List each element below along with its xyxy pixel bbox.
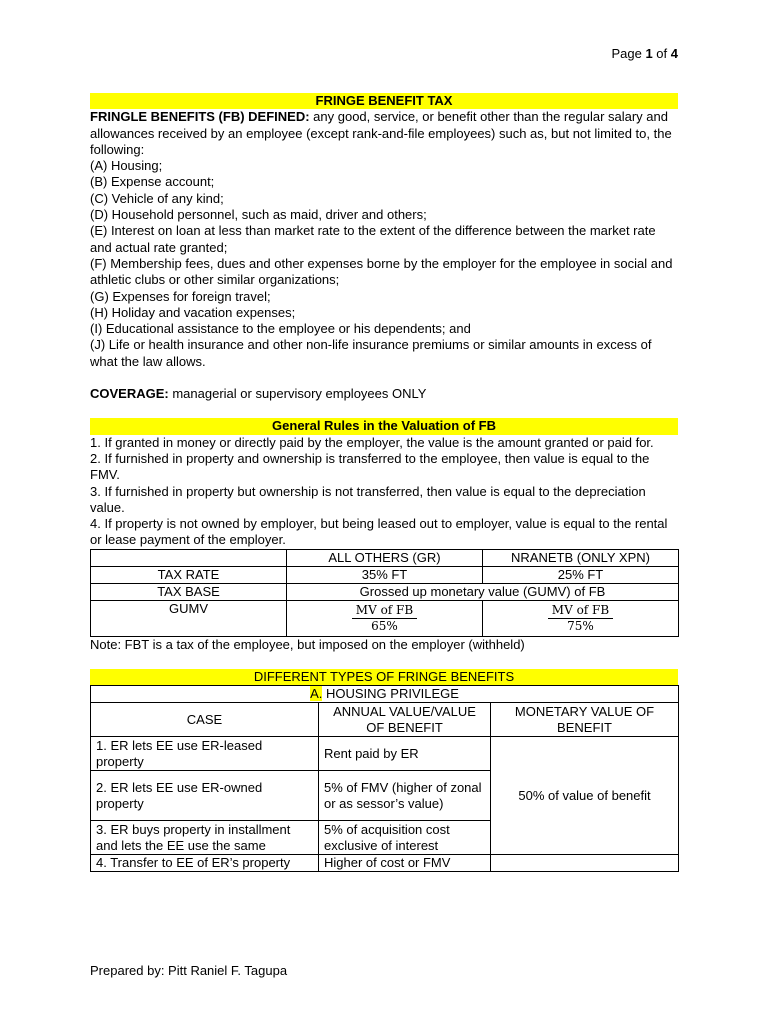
tax-base-value: Grossed up monetary value (GUMV) of FB: [287, 583, 679, 600]
list-item: (C) Vehicle of any kind;: [90, 190, 224, 206]
rate-col-xpn: NRANETB (ONLY XPN): [483, 549, 679, 566]
table-row-annual: 5% of acquisition cost exclusive of interest: [319, 821, 491, 855]
list-item: (H) Holiday and vacation expenses;: [90, 304, 296, 320]
list-item: (A) Housing;: [90, 158, 163, 174]
tax-base-label: TAX BASE: [91, 583, 287, 600]
coverage-label: COVERAGE:: [90, 386, 169, 402]
rule-item: 4. If property is not owned by employer, but being leased out to employer, value is equal to the rental or lease payment of the employer.: [90, 516, 668, 548]
fbt-note: Note: FBT is a tax of the employee, but imposed on the employer (withheld): [90, 636, 525, 652]
gumv-xpn: [483, 600, 679, 636]
list-item: (G) Expenses for foreign travel;: [90, 288, 271, 304]
gumv-label: GUMV: [91, 600, 287, 636]
page-total: 4: [670, 46, 678, 61]
tax-rate-table: [90, 549, 679, 637]
rate-table-corner: [91, 549, 287, 566]
page-current: 1: [645, 46, 653, 61]
header-monetary: MONETARY VALUE OF BENEFIT: [491, 703, 679, 737]
housing-title-row: [91, 686, 679, 703]
footer-prepared-by: Prepared by: Pitt Raniel F. Tagupa: [90, 963, 288, 978]
housing-title: HOUSING PRIVILEGE: [322, 686, 459, 702]
gumv-xpn-fraction: [548, 603, 613, 634]
fraction-denominator: 75%: [567, 618, 594, 633]
gumv-gr: [287, 600, 483, 636]
fb-list: [90, 158, 678, 370]
rule-item: 3. If furnished in property but ownership is not transferred, then value is equal to the depreciation value.: [90, 483, 646, 515]
list-item: (B) Expense account;: [90, 174, 215, 190]
page-label: Page: [611, 46, 642, 61]
page-number: [611, 46, 678, 61]
header-annual: ANNUAL VALUE/VALUE OF BENEFIT: [319, 703, 491, 737]
list-item: (J) Life or health insurance and other non-life insurance premiums or similar amounts in excess of what the law allows.: [90, 337, 652, 369]
table-row-annual: Rent paid by ER: [319, 737, 491, 771]
section-title-rules: General Rules in the Valuation of FB: [90, 418, 678, 434]
fraction-denominator: 65%: [371, 618, 398, 633]
list-item: (E) Interest on loan at less than market rate to the extent of the difference between the market rate and actual rate granted;: [90, 223, 656, 255]
document-body: [90, 93, 678, 872]
rule-item: 2. If furnished in property and ownership is transferred to the employee, then value is equal to the FMV.: [90, 450, 650, 483]
tax-rate-label: TAX RATE: [91, 566, 287, 583]
list-item: (I) Educational assistance to the employee or his dependents; and: [90, 321, 471, 337]
header-case: CASE: [91, 703, 319, 737]
definition-text: any good, service, or benefit other than the regular salary and allowances received by an employee (except rank-and-file employees) such as, but not limited to, the following:: [90, 109, 672, 157]
table-row-case: 1. ER lets EE use ER-leased property: [91, 737, 319, 771]
table-row-annual: 5% of FMV (higher of zonal or as sessor’s value): [319, 771, 491, 821]
fb-definition: [90, 109, 678, 158]
fraction-numerator: MV of FB: [548, 603, 613, 619]
page-of: of: [656, 46, 668, 61]
tax-rate-xpn: 25% FT: [483, 566, 679, 583]
housing-letter: A.: [310, 686, 323, 702]
gumv-gr-fraction: [352, 603, 417, 634]
table-row-annual: Higher of cost or FMV: [319, 855, 491, 872]
table-row-case: 2. ER lets EE use ER-owned property: [91, 771, 319, 821]
rate-col-gr: ALL OTHERS (GR): [287, 549, 483, 566]
monetary-value-cell: 50% of value of benefit: [491, 737, 679, 855]
table-row-empty: [491, 855, 679, 872]
tax-rate-gr: 35% FT: [287, 566, 483, 583]
coverage: [90, 386, 678, 402]
section-title-types: DIFFERENT TYPES OF FRINGE BENEFITS: [90, 669, 678, 685]
fraction-numerator: MV of FB: [352, 603, 417, 619]
rules-list: [90, 435, 678, 549]
definition-label: FRINGLE BENEFITS (FB) DEFINED:: [90, 109, 310, 125]
rule-item: 1. If granted in money or directly paid by the employer, the value is the amount granted or paid for.: [90, 434, 654, 450]
table-row-case: 4. Transfer to EE of ER’s property: [91, 855, 319, 872]
table-row-case: 3. ER buys property in installment and lets the EE use the same: [91, 821, 319, 855]
coverage-text: managerial or supervisory employees ONLY: [168, 386, 427, 402]
housing-table: [90, 685, 679, 872]
list-item: (F) Membership fees, dues and other expenses borne by the employer for the employee in social and athletic clubs or other similar organizations;: [90, 255, 673, 288]
list-item: (D) Household personnel, such as maid, driver and others;: [90, 207, 427, 223]
section-title-fbt: FRINGE BENEFIT TAX: [90, 93, 678, 109]
